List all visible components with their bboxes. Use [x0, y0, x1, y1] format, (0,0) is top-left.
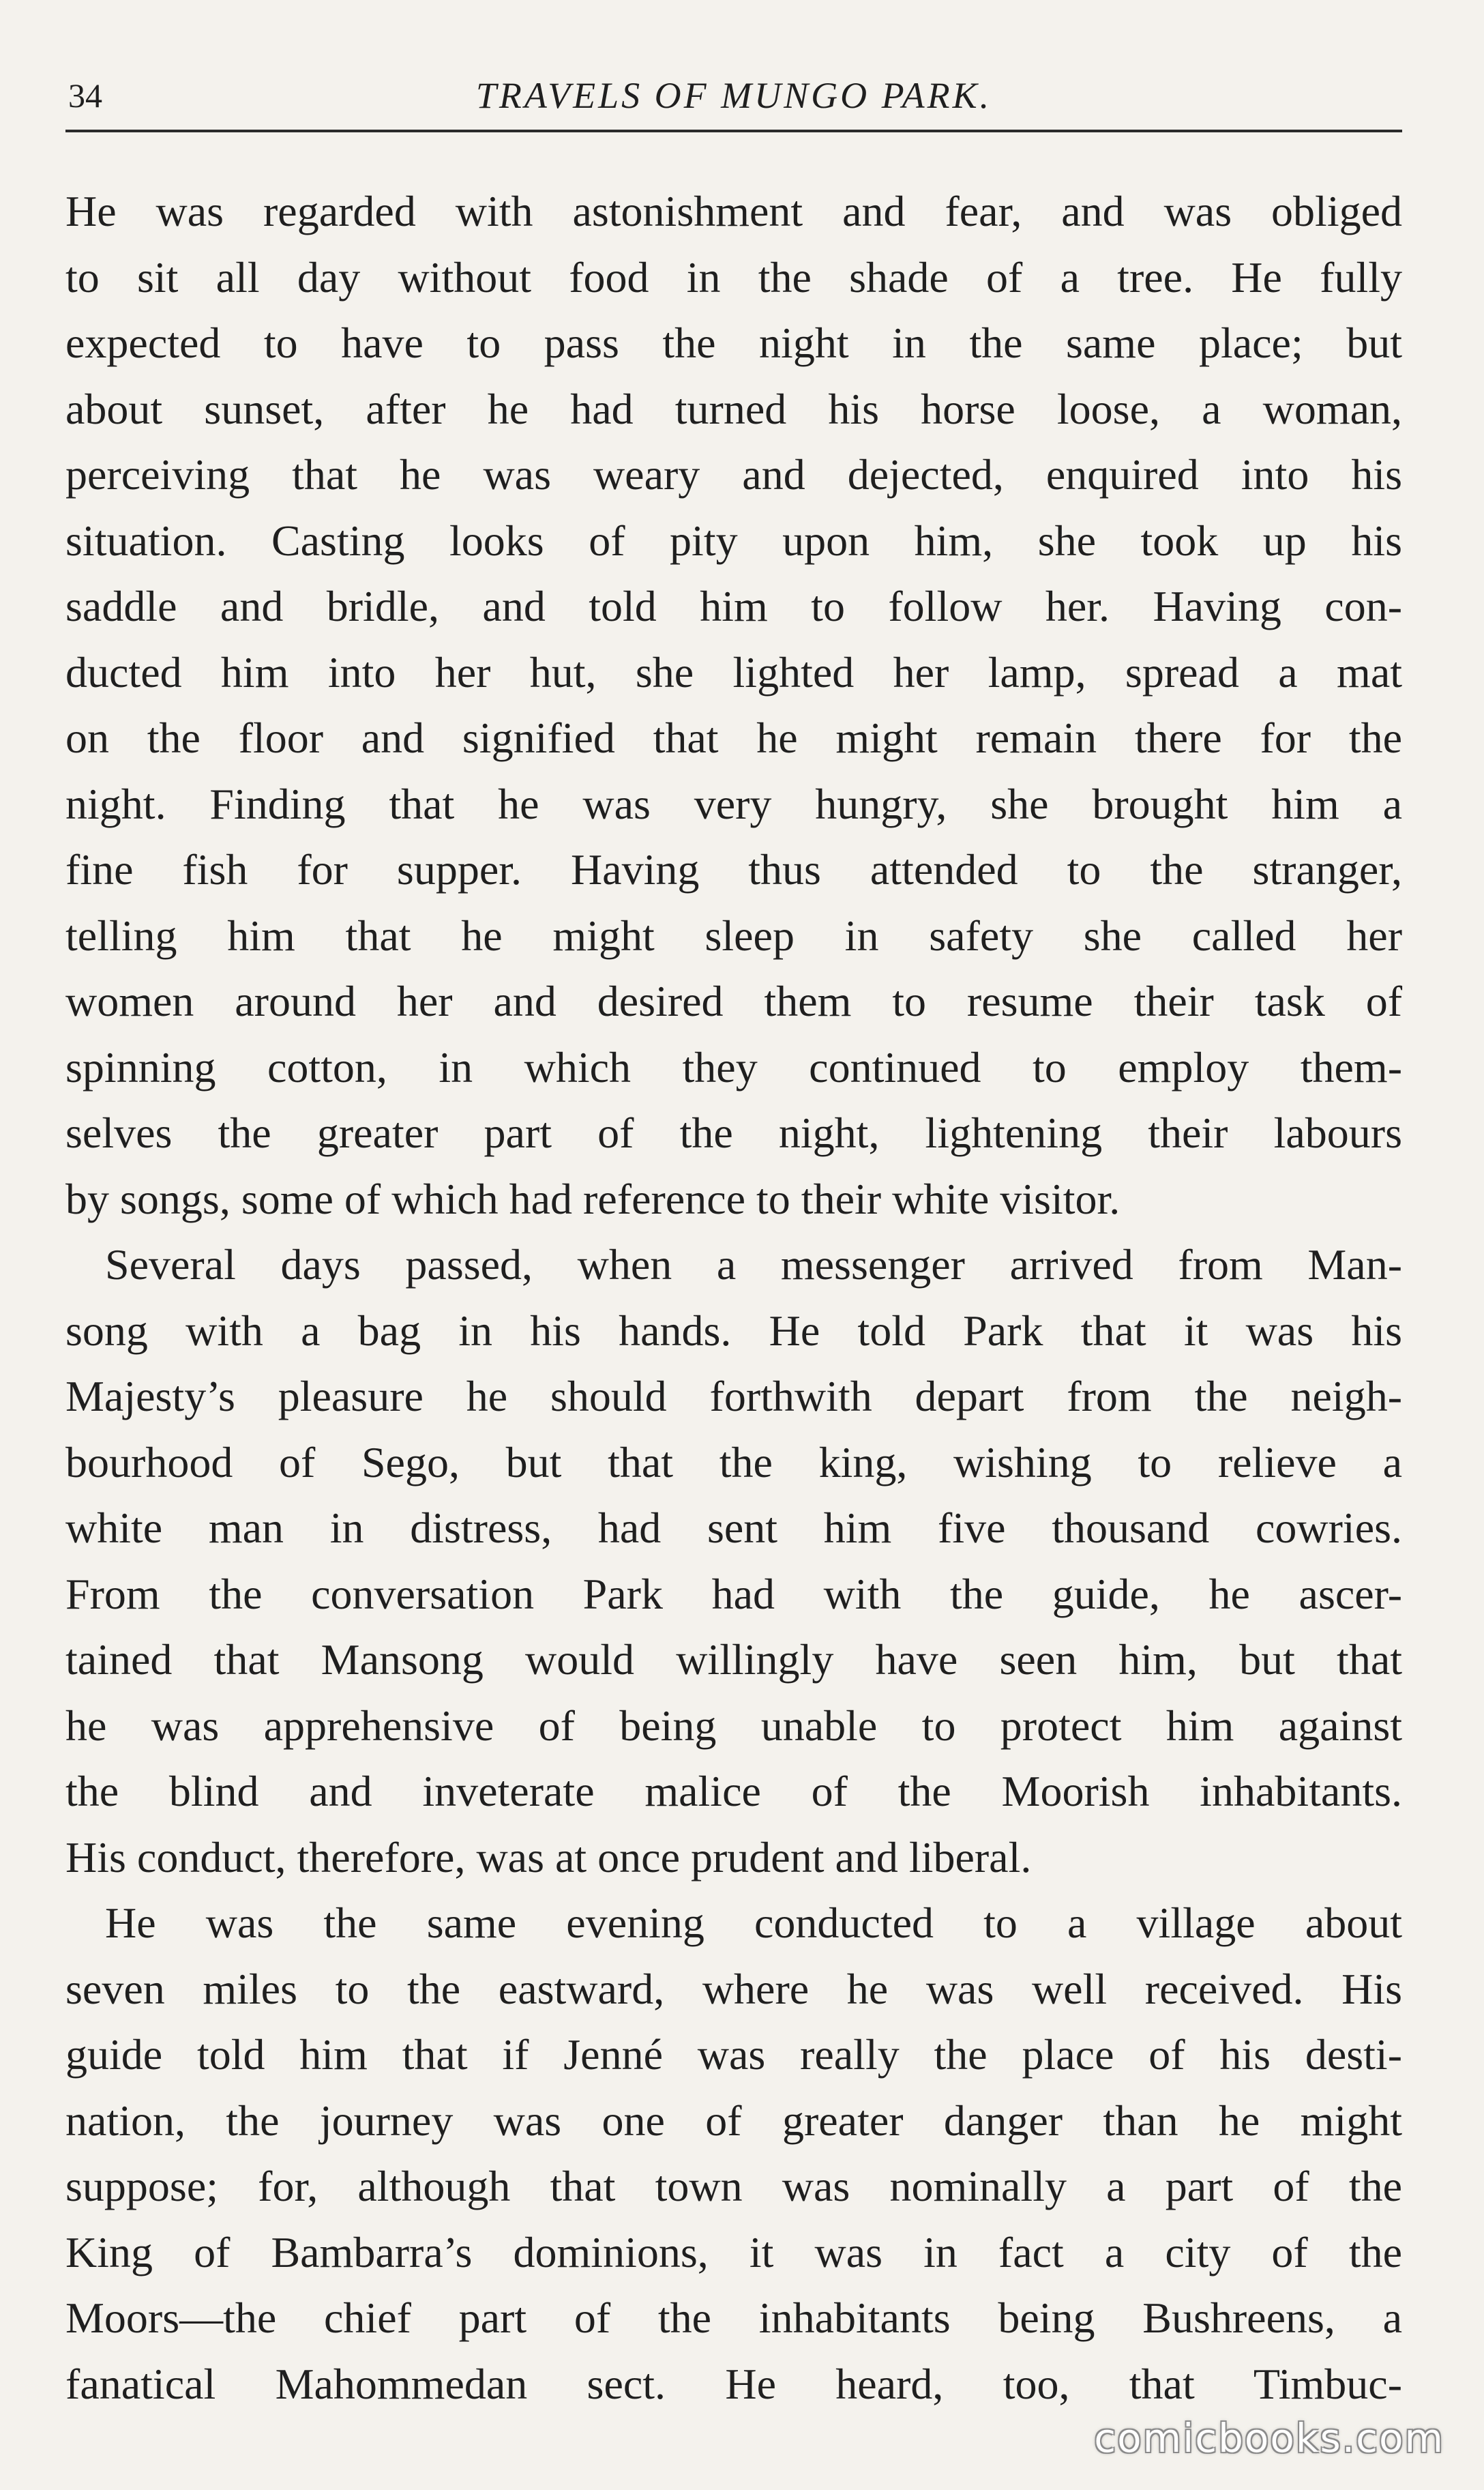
text-line: ducted him into her hut, she lighted her lamp, spread a mat — [65, 647, 1402, 697]
text-line: He was the same evening conducted to a village about — [105, 1899, 1402, 1947]
text-line: the blind and inveterate malice of the Moorish inhabitants. — [65, 1767, 1402, 1815]
body-text — [65, 179, 1402, 2417]
text-line: he was apprehensive of being unable to protect him against — [65, 1701, 1402, 1750]
text-line: saddle and bridle, and told him to follow her. Having con- — [65, 582, 1402, 630]
text-line: situation. Casting looks of pity upon him, she took up his — [65, 516, 1402, 565]
watermark: comicbooks.com — [1094, 2415, 1444, 2461]
text-line: about sunset, after he had turned his horse loose, a woman, — [65, 384, 1402, 433]
text-line: Several days passed, when a messenger arrived from Man- — [105, 1240, 1402, 1289]
text-line: bourhood of Sego, but that the king, wishing to relieve a — [65, 1437, 1402, 1486]
text-line: on the floor and signified that he might remain there for the — [65, 714, 1402, 762]
text-line: song with a bag in his hands. He told Park that it was his — [65, 1306, 1402, 1355]
text-line: Majesty’s pleasure he should forthwith depart from the neigh- — [65, 1372, 1402, 1420]
text-line: fine fish for supper. Having thus attended to the stranger, — [65, 845, 1402, 894]
text-line: by songs, some of which had reference to their white visitor. — [65, 1174, 1121, 1223]
text-line: spinning cotton, in which they continued to employ them- — [65, 1042, 1402, 1092]
running-title: TRAVELS OF MUNGO PARK. — [475, 75, 992, 116]
text-line: From the conversation Park had with the guide, he ascer- — [65, 1569, 1402, 1618]
page-number: 34 — [68, 76, 102, 115]
text-line: King of Bambarra’s dominions, it was in fact a city of the — [65, 2227, 1402, 2276]
text-line: white man in distress, had sent him five thousand cowries. — [65, 1504, 1402, 1552]
header-rule — [65, 130, 1402, 132]
text-line: guide told him that if Jenné was really the place of his desti- — [65, 2030, 1402, 2079]
text-line: seven miles to the eastward, where he was well received. His — [65, 1964, 1402, 2013]
text-line: He was regarded with astonishment and fear, and was obliged — [65, 187, 1402, 235]
text-line: night. Finding that he was very hungry, she brought him a — [65, 779, 1402, 828]
text-line: expected to have to pass the night in the same place; but — [65, 319, 1402, 367]
text-line: to sit all day without food in the shade of a tree. He fully — [65, 252, 1402, 302]
text-line: suppose; for, although that town was nominally a part of the — [65, 2162, 1402, 2210]
text-line: His conduct, therefore, was at once prudent and liberal. — [65, 1832, 1032, 1881]
text-line: perceiving that he was weary and dejected, enquired into his — [65, 450, 1402, 499]
text-line: tained that Mansong would willingly have seen him, but that — [65, 1635, 1402, 1684]
text-line: nation, the journey was one of greater danger than he might — [65, 2096, 1402, 2145]
text-line: women around her and desired them to resume their task of — [65, 977, 1402, 1025]
text-line: fanatical Mahommedan sect. He heard, too, that Timbuc- — [65, 2359, 1402, 2408]
text-line: selves the greater part of the night, lightening their labours — [65, 1109, 1402, 1157]
text-line: telling him that he might sleep in safety she called her — [65, 911, 1402, 960]
text-line: Moors—the chief part of the inhabitants being Bushreens, a — [65, 2294, 1402, 2342]
page-header — [65, 68, 1402, 123]
